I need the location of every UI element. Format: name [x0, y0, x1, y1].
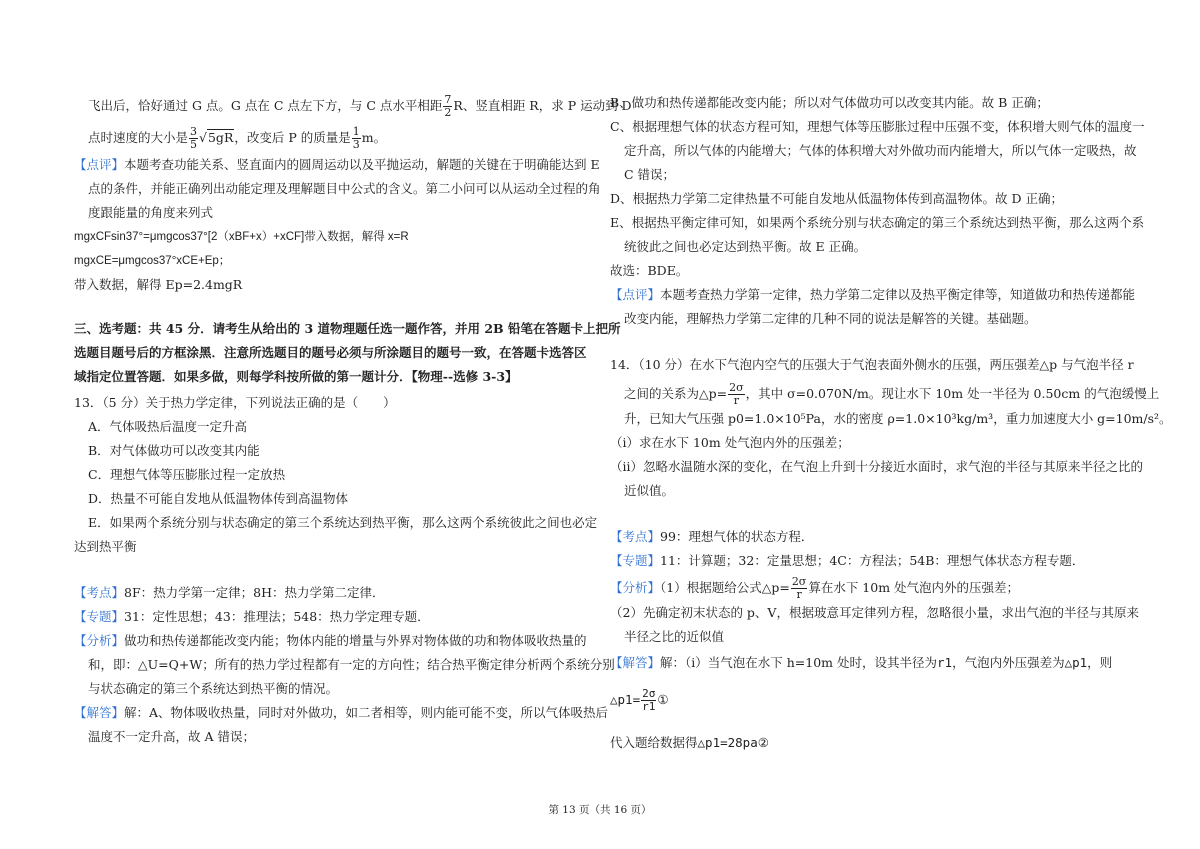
- symbol: △p1: [1064, 655, 1088, 670]
- section-heading: 选题目题号后的方框涂黑．注意所选题目的题号必须与所涂题目的题号一致，在答题卡选答区: [74, 345, 587, 360]
- option-d: D．热量不可能自发地从低温物体传到高温物体: [88, 491, 349, 506]
- text-line: E、根据热平衡定律可知，如果两个系统分别与状态确定的第三个系统达到热平衡，那么这两个系: [610, 215, 1145, 230]
- question-title: 13．（5 分）关于热力学定律，下列说法正确的是（ ）: [74, 395, 396, 410]
- numerator: 2σ: [642, 687, 656, 700]
- text: ，则: [1087, 655, 1113, 670]
- equation-line: mgxCFsin37°=μmgcos37°[2（xBF+x）+xCF]带入数据，解得 x=R: [74, 231, 409, 243]
- text-line: 升，已知大气压强 p0=1.0×10⁵Pa，水的密度 ρ=1.0×10³kg/m³，重力加速度大小 g=10m/s²。: [624, 411, 1172, 426]
- text: 点时速度的大小是: [88, 130, 189, 145]
- numerator: 7: [444, 93, 452, 106]
- option-b: B．对气体做功可以改变其内能: [88, 443, 260, 458]
- option-a: A．气体吸热后温度一定升高: [88, 419, 248, 434]
- text: 8F：热力学第一定律；8H：热力学第二定律．: [124, 585, 385, 600]
- dianping-line: [610, 286, 1135, 304]
- fraction: [791, 576, 808, 601]
- kaodian-tag: 【考点】: [610, 529, 661, 544]
- text: 11：计算题；32：定量思想；4C：方程法；54B：理想气体状态方程专题．: [660, 553, 1085, 568]
- kaodian-line: [74, 584, 385, 602]
- jieda-line: [74, 704, 608, 722]
- zhuanti-tag: 【专题】: [74, 609, 125, 624]
- fenxi-tag: 【分析】: [610, 580, 661, 595]
- text: 之间的关系为△p=: [624, 386, 728, 401]
- answer-line: 故选：BDE。: [610, 263, 689, 278]
- text-line: [88, 126, 386, 151]
- text: 飞出后，恰好通过 G 点。G 点在 C 点左下方，与 C 点水平相距: [88, 98, 443, 113]
- equation-number: ②: [757, 735, 769, 750]
- page-footer: 第 13 页（共 16 页）: [548, 804, 652, 816]
- numerator: 2σ: [791, 575, 807, 588]
- text: 代入题给数据得: [610, 735, 698, 750]
- equation-line: [610, 734, 769, 752]
- zhuanti-line: [74, 608, 430, 626]
- equation-number: ①: [657, 692, 669, 707]
- text-line: D、根据热力学第二定律热量不可能自发地从低温物体传到高温物体。故 D 正确；: [610, 191, 1063, 206]
- equation-line: 带入数据，解得 Ep=2.4mgR: [74, 277, 243, 292]
- text: ，其中 σ=0.070N/m。现让水下 10m 处一半径为 0.50cm 的气泡缓慢上: [745, 386, 1160, 401]
- symbol: r1: [937, 655, 953, 670]
- text: 本题考查功能关系、竖直面内的圆周运动以及平抛运动，解题的关键在于明确能达到 E: [124, 157, 600, 172]
- text: 解：（i）当气泡在水下 h=10m 处时，设其半径为: [660, 655, 937, 670]
- section-heading: 域指定位置答题．如果多做，则每学科按所做的第一题计分．【物理--选修 3-3】: [74, 369, 518, 384]
- text-line: 定升高，所以气体的内能增大；气体的体积增大对外做功而内能增大，所以气体一定吸热，故: [624, 143, 1137, 158]
- fraction: [189, 126, 198, 151]
- denominator: 3: [352, 138, 360, 151]
- denominator: 2: [444, 106, 452, 119]
- kaodian-line: [610, 528, 813, 546]
- numerator: 3: [190, 125, 198, 138]
- denominator: 5: [190, 138, 198, 151]
- text: ，改变后 P 的质量是: [234, 130, 351, 145]
- numerator: 2σ: [729, 381, 744, 394]
- denominator: r: [796, 588, 802, 601]
- text: 解：A、物体吸收热量，同时对外做功，如二者相等，则内能可能不变，所以气体吸热后: [124, 705, 609, 720]
- text-line: （2）先确定初末状态的 p、V，根据玻意耳定律列方程，忽略很小量，求出气泡的半径与其原来: [610, 605, 1139, 620]
- dianping-tag: 【点评】: [610, 287, 661, 302]
- denominator: r1: [642, 700, 656, 713]
- text: m。: [361, 130, 387, 145]
- numerator: 1: [352, 125, 360, 138]
- subquestion: （i）求在水下 10m 处气泡内外的压强差；: [610, 435, 850, 450]
- jieda-tag: 【解答】: [610, 655, 661, 670]
- equation-line: [610, 688, 669, 713]
- zhuanti-line: [610, 552, 1084, 570]
- equation-line: mgxCE=μmgcos37°xCE+Ep；: [74, 255, 231, 267]
- fenxi-line: [74, 632, 587, 650]
- fenxi-line: [610, 576, 1019, 601]
- text-line: 度跟能量的角度来列式: [88, 205, 214, 220]
- text: （1）根据题给公式△p=: [660, 580, 790, 595]
- text: 31：定性思想；43：推理法；548：热力学定理专题．: [124, 609, 430, 624]
- section-heading: 三、选考题：共 45 分．请考生从给出的 3 道物理题任选一题作答，并用 2B 铅笔在答题卡上把所: [74, 321, 621, 336]
- dianping-line: [74, 156, 600, 174]
- text-line: 统彼此之间也必定达到热平衡。故 E 正确。: [624, 239, 867, 254]
- text-line: C、根据理想气体的状态方程可知，理想气体等压膨胀过程中压强不变，体积增大则气体的温度一: [610, 119, 1145, 134]
- text: R、竖直相距 R，求 P 运动到 D: [453, 98, 632, 113]
- fraction: [443, 94, 452, 119]
- text: 做功和热传递都能改变内能；物体内能的增量与外界对物体做的功和物体吸收热量的: [124, 633, 587, 648]
- fenxi-tag: 【分析】: [74, 633, 125, 648]
- equation-left: △p1=: [610, 692, 641, 707]
- text-line: B、做功和热传递都能改变内能；所以对气体做功可以改变其内能。故 B 正确；: [610, 95, 1049, 110]
- fraction: [728, 382, 745, 407]
- text-line: 温度不一定升高，故 A 错误；: [88, 729, 255, 744]
- sqrt-sign: √: [199, 130, 207, 145]
- zhuanti-tag: 【专题】: [610, 553, 661, 568]
- text-line: 和，即：△U=Q+W；所有的热力学过程都有一定的方向性；结合热平衡定律分析两个系统分别: [88, 657, 615, 672]
- text-line: C 错误；: [624, 167, 676, 182]
- text: 本题考查热力学第一定律，热力学第二定律以及热平衡定律等，知道做功和热传递都能: [660, 287, 1136, 302]
- sqrt-body: 5gR: [207, 130, 234, 145]
- fraction: [352, 126, 361, 151]
- jieda-tag: 【解答】: [74, 705, 125, 720]
- kaodian-tag: 【考点】: [74, 585, 125, 600]
- option-e-cont: 达到热平衡: [74, 539, 137, 554]
- text-line: 改变内能，理解热力学第二定律的几种不同的说法是解答的关键。基础题。: [624, 311, 1037, 326]
- text-line: 半径之比的近似值: [624, 629, 725, 644]
- question-title: 14．（10 分）在水下气泡内空气的压强大于气泡表面外侧水的压强，两压强差△p 与气泡半径 r: [610, 357, 1134, 372]
- text: 99：理想气体的状态方程．: [660, 529, 814, 544]
- text-line: 点的条件，并能正确列出动能定理及理解题目中公式的含义。第二小问可以从运动全过程的角: [88, 181, 601, 196]
- subquestion: （ii）忽略水温随水深的变化，在气泡上升到十分接近水面时，求气泡的半径与其原来半径之比的: [610, 459, 1143, 474]
- text: ，气泡内外压强差为: [952, 655, 1065, 670]
- fraction: [641, 688, 656, 713]
- jieda-line: [610, 654, 1112, 672]
- option-e: E．如果两个系统分别与状态确定的第三个系统达到热平衡，那么这两个系统彼此之间也必定: [88, 515, 598, 530]
- text-line: [624, 382, 1159, 407]
- text: 算在水下 10m 处气泡内外的压强差；: [808, 580, 1020, 595]
- equation-value: △p1=28pa: [697, 735, 758, 750]
- text-line: [88, 94, 632, 119]
- text-line: 近似值。: [624, 483, 675, 498]
- option-c: C．理想气体等压膨胀过程一定放热: [88, 467, 286, 482]
- text-line: 与状态确定的第三个系统达到热平衡的情况。: [88, 681, 339, 696]
- denominator: r: [733, 394, 739, 407]
- dianping-tag: 【点评】: [74, 157, 125, 172]
